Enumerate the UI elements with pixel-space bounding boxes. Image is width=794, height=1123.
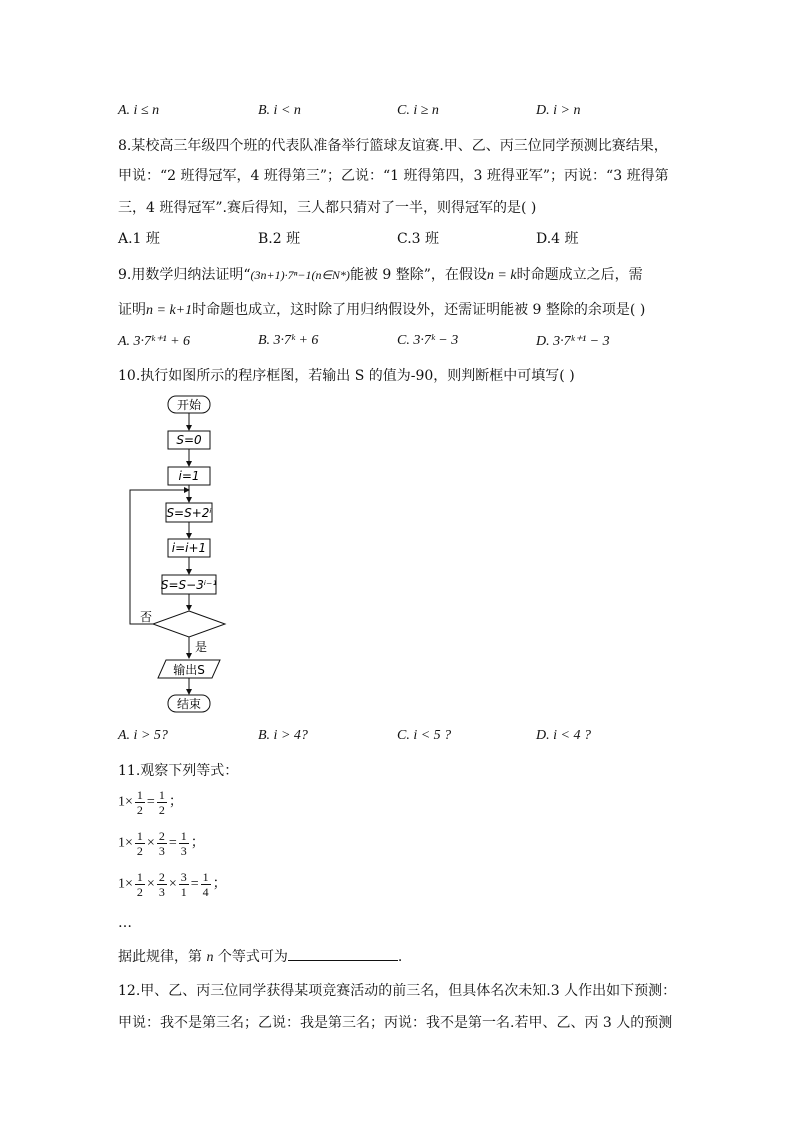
eq2-frac-1-num: 1 (136, 829, 143, 843)
eq3-frac-2 (157, 870, 167, 899)
eq3-lead: 1× (118, 876, 133, 892)
eq3-frac-1-num: 1 (136, 870, 143, 884)
q9-line-2 (118, 299, 645, 319)
q8-line-3: 三，4 班得冠军”.赛后得知，三人都只猜对了一半，则得冠军的是( ) (118, 200, 537, 216)
q7-option-c: C. i ≥ n (397, 103, 439, 118)
flow-s0-label: S=0 (176, 433, 202, 447)
q9-option-d: D. 3·7ᵏ⁺¹ − 3 (536, 334, 610, 349)
q11-ellipsis: … (118, 915, 132, 931)
q8-option-c: C.3 班 (397, 231, 440, 247)
q11-equation-3: 1× $\frac{1}{2}$ × $\frac{2}{3}$ × $\frac{3}{1}$ = $\frac{1}{4}$ ； (118, 870, 227, 899)
q12-line-1: 12.甲、乙、丙三位同学获得某项竞赛活动的前三名，但具体名次未知.3 人作出如下预测： (118, 983, 677, 999)
q10-option-d: D. i < 4 ? (536, 728, 591, 743)
flow-step3-label: S=S−3ⁱ⁻¹ (160, 578, 218, 592)
eq2-end: ； (190, 835, 205, 851)
flow-step2-label: i=i+1 (171, 541, 207, 555)
eq1-rhs (157, 788, 167, 817)
q9-line-1-text-c: 时命题成立之后，需 (516, 267, 643, 283)
q11-question (118, 946, 402, 966)
eq2-frac-2-num: 2 (158, 829, 165, 843)
eq3-rhs-num: 1 (202, 870, 209, 884)
flow-step1-label: S=S+2ⁱ (166, 506, 212, 520)
q11-equation-1: 1× $\frac{1}{2}$ = $\frac{1}{2}$ ； (118, 788, 183, 817)
eq2-frac-2 (157, 829, 167, 858)
q11-question-text-b: 个等式可为 (217, 949, 288, 965)
q9-option-a: A. 3·7ᵏ⁺¹ + 6 (118, 334, 191, 349)
q11-question-n: n (206, 950, 214, 965)
q11-question-text-a: 据此规律，第 (118, 949, 202, 965)
q11-question-end: . (397, 949, 403, 965)
q9-line-2-text-b: 时命题也成立，这时除了用归纳假设外，还需证明能被 9 整除的余项是( ) (192, 302, 646, 318)
q10-line-1: 10.执行如图所示的程序框图，若输出 S 的值为-90，则判断框中可填写( ) (118, 368, 575, 384)
q9-option-c: C. 3·7ᵏ − 3 (397, 333, 459, 348)
eq2-rhs (179, 829, 189, 858)
q9-line-2-text-a: 证明 (118, 302, 146, 318)
eq2-frac-2-den: 3 (158, 844, 165, 858)
flow-end-label: 结束 (176, 697, 202, 711)
q9-line-1-formula-2: n = k (486, 268, 517, 283)
q10-option-a: A. i > 5? (118, 728, 168, 743)
q7-option-d: D. i > n (536, 103, 581, 118)
q8-option-b: B.2 班 (258, 231, 301, 247)
q9-option-b: B. 3·7ᵏ + 6 (258, 333, 319, 348)
flow-output-label: 输出S (173, 663, 205, 677)
flowchart (120, 392, 250, 722)
flow-yes-label: 是 (195, 640, 208, 654)
q12-line-2: 甲说：我不是第三名；乙说：我是第三名；丙说：我不是第一名.若甲、乙、丙 3 人的预测 (118, 1015, 673, 1031)
eq2-frac-1 (135, 829, 145, 858)
eq2-rhs-num: 1 (180, 829, 187, 843)
flow-no-label: 否 (140, 610, 153, 624)
q9-line-1-text-b: 能被 9 整除”，在假设 (349, 267, 487, 283)
eq1-rhs-num: 1 (158, 788, 165, 802)
q9-line-2-formula: n = k+1 (146, 303, 193, 318)
eq2-rhs-den: 3 (180, 844, 187, 858)
q10-option-c: C. i < 5 ? (397, 728, 452, 743)
q9-line-1 (118, 264, 643, 284)
q11-line-1: 11.观察下列等式： (118, 763, 239, 779)
eq3-frac-1 (135, 870, 145, 899)
eq1-rhs-den: 2 (158, 803, 165, 817)
q8-option-d: D.4 班 (536, 231, 579, 247)
flow-decision-diamond (153, 611, 225, 637)
eq1-frac-1-num: 1 (136, 788, 143, 802)
eq3-frac-3-den: 1 (180, 885, 187, 899)
eq3-frac-3-num: 3 (180, 870, 187, 884)
q10-option-b: B. i > 4? (258, 728, 308, 743)
eq3-frac-2-num: 2 (158, 870, 165, 884)
eq3-frac-2-den: 3 (158, 885, 165, 899)
flow-start-label: 开始 (176, 398, 202, 412)
q8-line-1: 8.某校高三年级四个班的代表队准备举行篮球友谊赛.甲、乙、丙三位同学预测比赛结果， (118, 138, 668, 154)
q11-equation-2: 1× $\frac{1}{2}$ × $\frac{2}{3}$ = $\frac{1}{3}$ ； (118, 829, 205, 858)
eq1-end: ； (168, 794, 183, 810)
q8-line-2: 甲说：“2 班得冠军，4 班得第三”；乙说：“1 班得第四，3 班得亚军”；丙说：“3 班得第 (118, 168, 669, 184)
q7-option-a: A. i ≤ n (118, 103, 160, 118)
q8-option-a: A.1 班 (118, 231, 160, 247)
q7-option-b: B. i < n (258, 103, 301, 118)
eq2-frac-1-den: 2 (136, 844, 143, 858)
answer-blank[interactable] (288, 948, 398, 961)
eq3-rhs (201, 870, 211, 899)
eq1-lead: 1× (118, 794, 133, 810)
eq3-frac-1-den: 2 (136, 885, 143, 899)
q9-line-1-text-a: 9.用数学归纳法证明“ (118, 267, 251, 283)
eq1-frac-1-den: 2 (136, 803, 143, 817)
eq3-frac-3 (179, 870, 189, 899)
eq3-rhs-den: 4 (202, 885, 209, 899)
q9-line-1-formula: (3n+1)·7ⁿ−1(n∈N*) (250, 268, 350, 282)
eq2-lead: 1× (118, 835, 133, 851)
eq1-frac-1 (135, 788, 145, 817)
flow-i1-label: i=1 (178, 469, 200, 483)
eq3-end: ； (212, 876, 227, 892)
